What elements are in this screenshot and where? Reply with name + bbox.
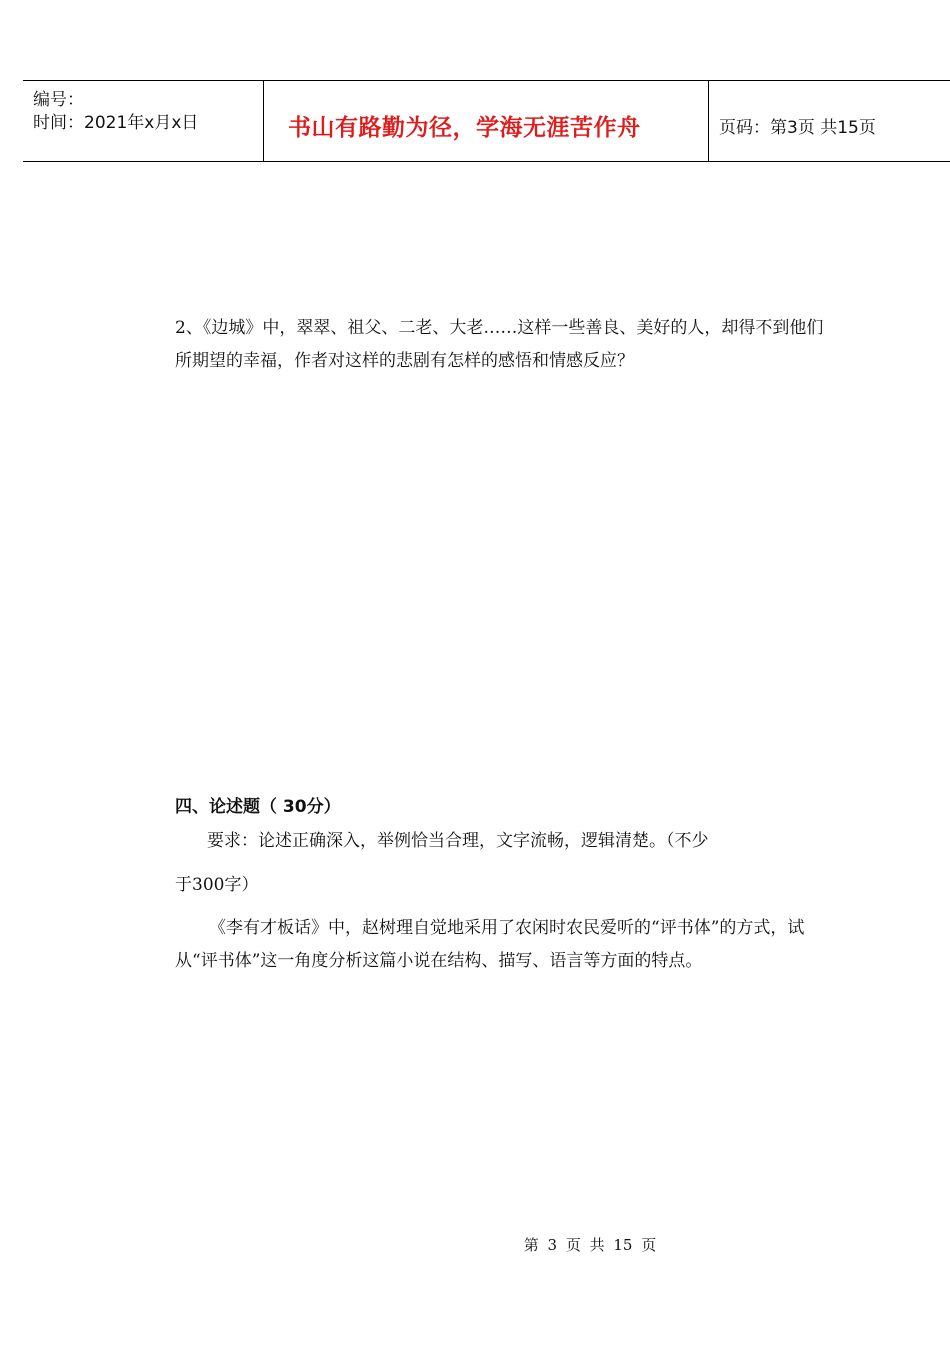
header-motto-cell: [263, 81, 709, 161]
serial-number-label: 编号：: [33, 90, 84, 110]
header-page-info: 页码：第3页 共15页: [719, 118, 876, 138]
requirement-line-2: 于300字）: [175, 875, 259, 895]
header-info-cell: [23, 81, 264, 161]
page-footer: [0, 1234, 950, 1255]
essay-prompt-text: 《李有才板话》中，赵树理自觉地采用了农闲时农民爱听的“评书体”的方式，试从“评书体”这一角度分析这篇小说在结构、描写、语言等方面的特点。: [175, 918, 805, 971]
question-2-text: 2、《边城》中，翠翠、祖父、二老、大老……这样一些善良、美好的人，却得不到他们所期望的幸福，作者对这样的悲剧有怎样的感悟和情感反应？: [175, 318, 824, 371]
section-4-title: 四、论述题（ 30分）: [175, 797, 341, 817]
motto-text: 书山有路勤为径，学海无涯苦作舟: [288, 115, 641, 141]
document-header: [23, 80, 950, 162]
footer-page-number: 第 3 页 共 15 页: [523, 1236, 657, 1254]
header-page-cell: [709, 81, 950, 161]
requirement-line-1: 要求：论述正确深入，举例恰当合理，文字流畅，逻辑清楚。（不少: [207, 831, 709, 851]
date-label: 时间：2021年x月x日: [33, 113, 199, 133]
